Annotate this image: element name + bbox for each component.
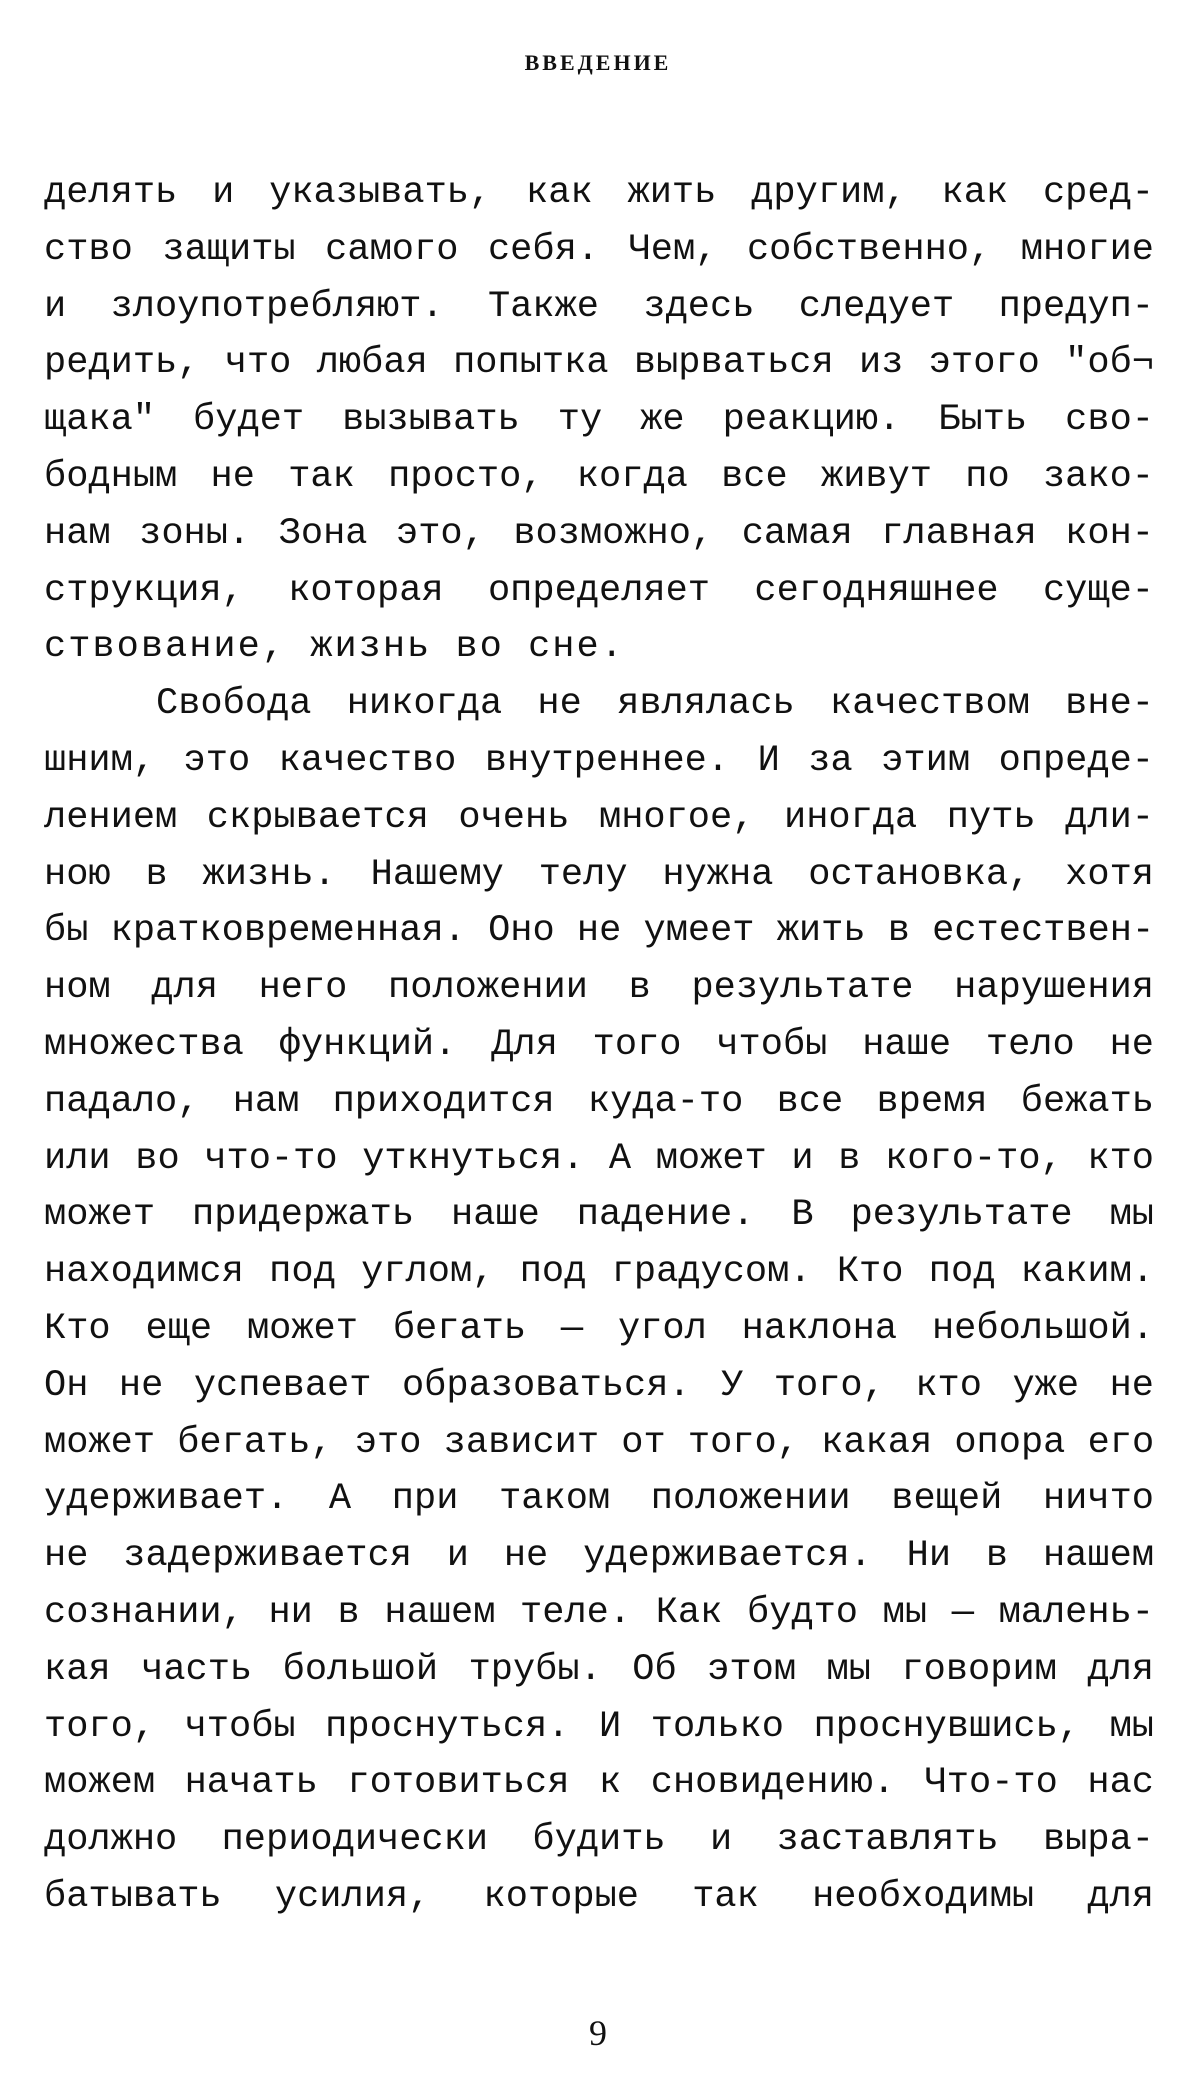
- text-line: шним, это качество внутреннее. И за этим опреде-: [44, 739, 1154, 782]
- running-header: ВВЕДЕНИЕ: [524, 50, 672, 75]
- text-line: ною в жизнь. Нашему телу нужна остановка, хотя: [44, 853, 1154, 896]
- paragraph-1: [44, 165, 1154, 676]
- text-line: Свобода никогда не являлась качеством вне-: [156, 683, 1154, 726]
- text-line: ство защиты самого себя. Чем, собственно, многие: [44, 228, 1154, 271]
- text-line: может бегать, это зависит от того, какая опора его: [44, 1421, 1155, 1464]
- page-number: 9: [589, 2013, 607, 2053]
- text-line: удерживает. А при таком положении вещей ничто: [44, 1478, 1154, 1521]
- text-line: бы кратковременная. Оно не умеет жить в естествен-: [44, 910, 1155, 953]
- text-line: можем начать готовиться к сновидению. Что-то нас: [44, 1762, 1154, 1805]
- text-line: и злоупотребляют. Также здесь следует предуп-: [44, 285, 1154, 328]
- text-line: того, чтобы проснуться. И только проснувшись, мы: [44, 1705, 1154, 1748]
- text-line: редить, что любая попытка вырваться из этого "об¬: [44, 342, 1154, 385]
- text-line: Кто еще может бегать — угол наклона небольшой.: [44, 1307, 1154, 1350]
- text-line: или во что-то уткнуться. А может и в кого-то, кто: [44, 1137, 1154, 1180]
- paragraph-2: [44, 676, 1154, 1926]
- text-line: множества функций. Для того чтобы наше тело не: [44, 1023, 1154, 1066]
- text-line: бодным не так просто, когда все живут по зако-: [44, 455, 1154, 498]
- text-line: падало, нам приходится куда-то все время бежать: [44, 1080, 1154, 1123]
- text-line: нам зоны. Зона это, возможно, самая главная кон-: [44, 512, 1154, 555]
- text-line: сознании, ни в нашем теле. Как будто мы — малень-: [44, 1591, 1154, 1634]
- text-line: может придержать наше падение. В результате мы: [44, 1194, 1154, 1237]
- text-line: Он не успевает образоваться. У того, кто уже не: [44, 1364, 1154, 1407]
- text-line: должно периодически будить и заставлять выра-: [44, 1819, 1154, 1862]
- text-line: не задерживается и не удерживается. Ни в нашем: [44, 1535, 1154, 1578]
- body-text: [44, 165, 1154, 1926]
- text-line: струкция, которая определяет сегодняшнее суще-: [44, 569, 1154, 612]
- text-line: щака" будет вызывать ту же реакцию. Быть сво-: [44, 399, 1154, 442]
- text-line: батывать усилия, которые так необходимы для: [44, 1875, 1154, 1918]
- text-line: делять и указывать, как жить другим, как сред-: [44, 172, 1154, 214]
- text-line: ствование, жизнь во сне.: [44, 626, 625, 669]
- text-line: лением скрывается очень многое, иногда путь дли-: [44, 796, 1154, 839]
- text-line: находимся под углом, под градусом. Кто под каким.: [44, 1251, 1154, 1294]
- text-line: ном для него положении в результате нарушения: [44, 967, 1154, 1010]
- text-line: кая часть большой трубы. Об этом мы говорим для: [44, 1648, 1154, 1691]
